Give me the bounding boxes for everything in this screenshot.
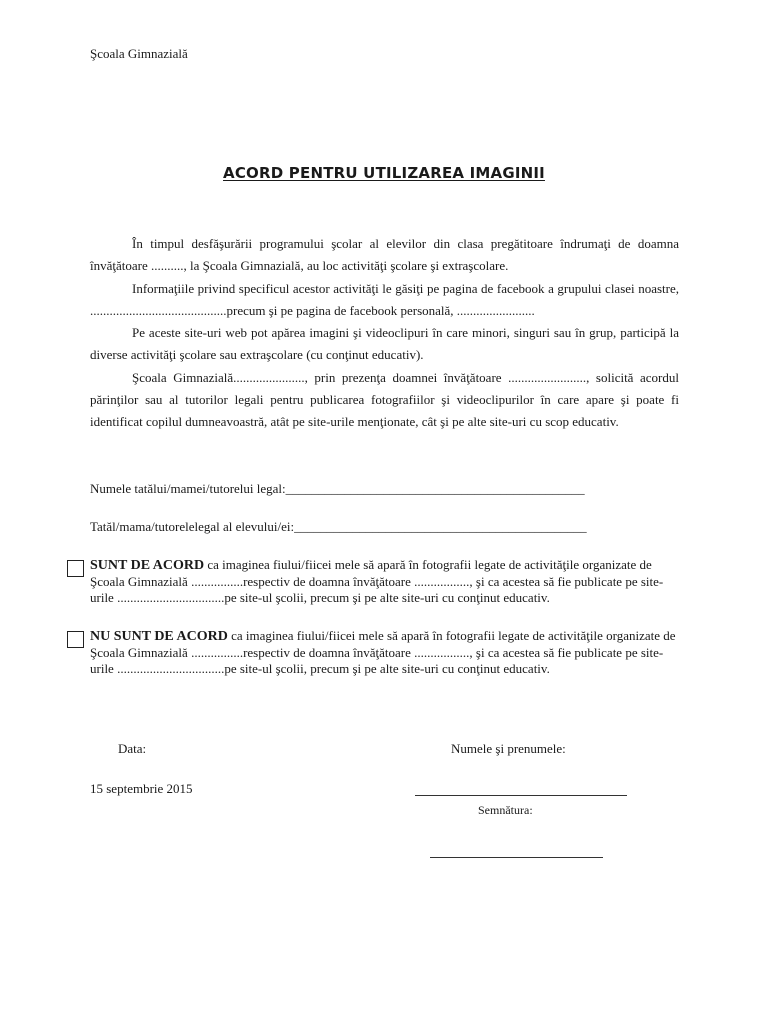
- signature-line[interactable]: [430, 857, 603, 858]
- disagree-text: ca imaginea fiului/fiicei mele să apară în fotografii legate de activităţile organizate de Şcoala Gimnazială ................respectiv de doamna învăţătoare ................., şi ca acestea să fie publicate pe site-urile .................................pe site-ul şcolii, precum şi pe alte site-uri cu conţinut educativ.: [90, 628, 676, 677]
- date-value: 15 septembrie 2015: [90, 781, 193, 796]
- document-body: [90, 233, 679, 434]
- agree-label: SUNT DE ACORD: [90, 558, 205, 573]
- date-label: Data:: [118, 741, 147, 756]
- disagree-checkbox[interactable]: [67, 631, 84, 648]
- disagree-label: NU SUNT DE ACORD: [90, 629, 228, 644]
- agree-checkbox[interactable]: [67, 560, 84, 577]
- school-name: Şcoala Gimnazială: [90, 46, 188, 61]
- document-title: ACORD PENTRU UTILIZAREA IMAGINII: [223, 164, 545, 182]
- paragraph-1: În timpul desfăşurării programului şcolar al elevilor din clasa pregătitoare îndrumaţi de doamna învăţătoare .........., la Şcoala Gimnazială, au loc activităţi şcolare şi extraşcolare.: [90, 236, 679, 274]
- full-name-line[interactable]: [415, 795, 627, 796]
- parent-name-field[interactable]: Numele tatălui/mamei/tutorelui legal:______________________________________________: [90, 481, 585, 496]
- paragraph-4: Şcoala Gimnazială......................, prin prezenţa doamnei învăţătoare ........................, solicită acordul părinţilor sau al tutorilor legali pentru publicarea fotografiilor şi videoclipurilor în care apare şi poate fi identificat copilul dumneavoastră, atât pe site-urile menţionate, cât şi pe alte site-uri cu scop educativ.: [90, 369, 679, 430]
- paragraph-3: Pe aceste site-uri web pot apărea imagini şi videoclipuri în care minori, singuri sau în grup, participă la diverse activităţi şcolare sau extraşcolare (cu conţinut educativ).: [90, 325, 679, 363]
- agree-option: [90, 557, 676, 607]
- agree-text: ca imaginea fiului/fiicei mele să apară în fotografii legate de activităţile organizate de Şcoala Gimnazială ................respectiv de doamna învăţătoare ................., şi ca acestea să fie publicate pe site-urile .................................pe site-ul şcolii, precum şi pe alte site-uri cu conţinut educativ.: [90, 557, 664, 606]
- paragraph-2: Informaţiile privind specificul acestor activităţi le găsiţi pe pagina de facebook a grupului clasei noastre, ..........................................precum şi pe pagina de facebook personală, ........................: [90, 280, 679, 318]
- disagree-option: [90, 628, 676, 678]
- student-guardian-field[interactable]: Tatăl/mama/tutorelelegal al elevului/ei:_____________________________________________: [90, 519, 587, 534]
- full-name-label: Numele şi prenumele:: [451, 741, 566, 756]
- signature-label: Semnătura:: [478, 803, 533, 817]
